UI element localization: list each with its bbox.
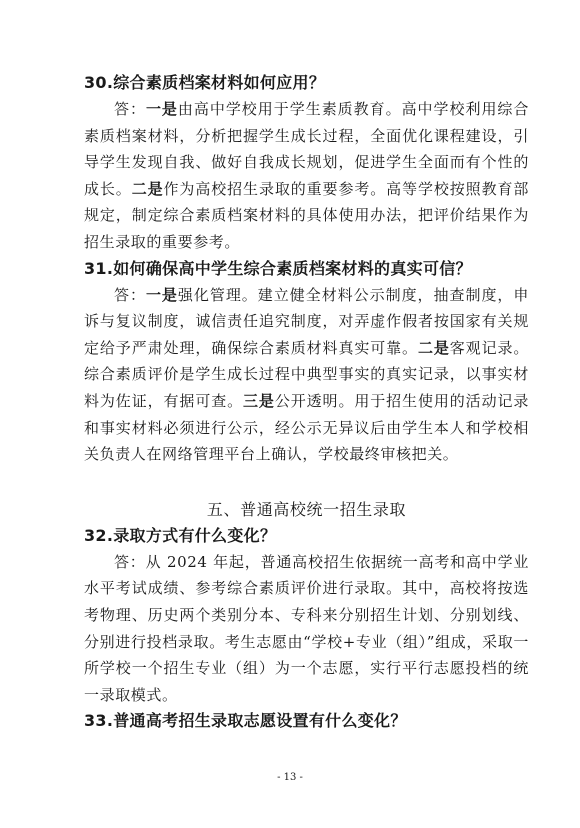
bold-keyword: 一是 xyxy=(145,100,178,118)
page-content xyxy=(84,70,529,734)
section-heading: 五、普通高校统一招生录取 xyxy=(206,499,407,519)
answer-31 xyxy=(84,282,529,468)
bold-keyword: 二是 xyxy=(417,338,450,357)
answer-32 xyxy=(84,549,529,709)
bold-keyword: 三是 xyxy=(243,391,275,410)
question-31-heading: 31.如何确保高中学生综合素质档案材料的真实可信？ xyxy=(84,258,472,278)
bold-keyword: 一是 xyxy=(145,285,178,304)
text-run: 答：从 2024 年起，普通高校招生依据统一高考和高中学业水平考试成绩、参考综合素质评价进行录取。其中，高校将按选考物理、历史两个类别分本、专科来分别招生计划、分别划线、分别进行投档录取。考生志愿由“学校+专业（组）”组成，采取一所学校一个招生专业（组）为一个志愿，实行平行志愿投档的统一录取模式。 xyxy=(84,552,529,704)
question-32-heading: 32.录取方式有什么变化？ xyxy=(84,525,277,545)
text-run: 答： xyxy=(114,285,146,304)
text-run: 由高中学校用于学生素质教育。高中学校利用综合素质档案材料，分析把握学生成长过程，全面优化课程建设，引导学生发现自我、做好自我成长规划，促进学生全面而有个性的成长。 xyxy=(84,100,529,198)
page-number: - 13 - xyxy=(277,772,303,783)
question-30-heading: 30.综合素质档案材料如何应用？ xyxy=(84,73,326,92)
answer-30 xyxy=(84,96,529,256)
text-run: 公开透明。用于招生使用的活动记录和事实材料必须进行公示，经公示无异议后由学生本人和学校相关负责人在网络管理平台上确认，学校最终审核把关。 xyxy=(84,391,529,464)
text-run: 客观记录。综合素质评价是学生成长过程中典型事实的真实记录，以事实材料为佐证，有据可查。 xyxy=(84,338,529,410)
bold-keyword: 二是 xyxy=(131,179,164,198)
text-run: 强化管理。建立健全材料公示制度，抽查制度，申诉与复议制度，诚信责任追究制度，对弄虚作假者按国家有关规定给予严肃处理，确保综合素质材料真实可靠。 xyxy=(84,285,529,357)
question-33-heading: 33.普通高考招生录取志愿设置有什么变化？ xyxy=(84,711,407,731)
text-run: 答： xyxy=(114,100,146,118)
section-spacer xyxy=(84,468,529,497)
text-run: 作为高校招生录取的重要参考。高等学校按照教育部规定，制定综合素质档案材料的具体使用办法，把评价结果作为招生录取的重要参考。 xyxy=(84,179,529,251)
